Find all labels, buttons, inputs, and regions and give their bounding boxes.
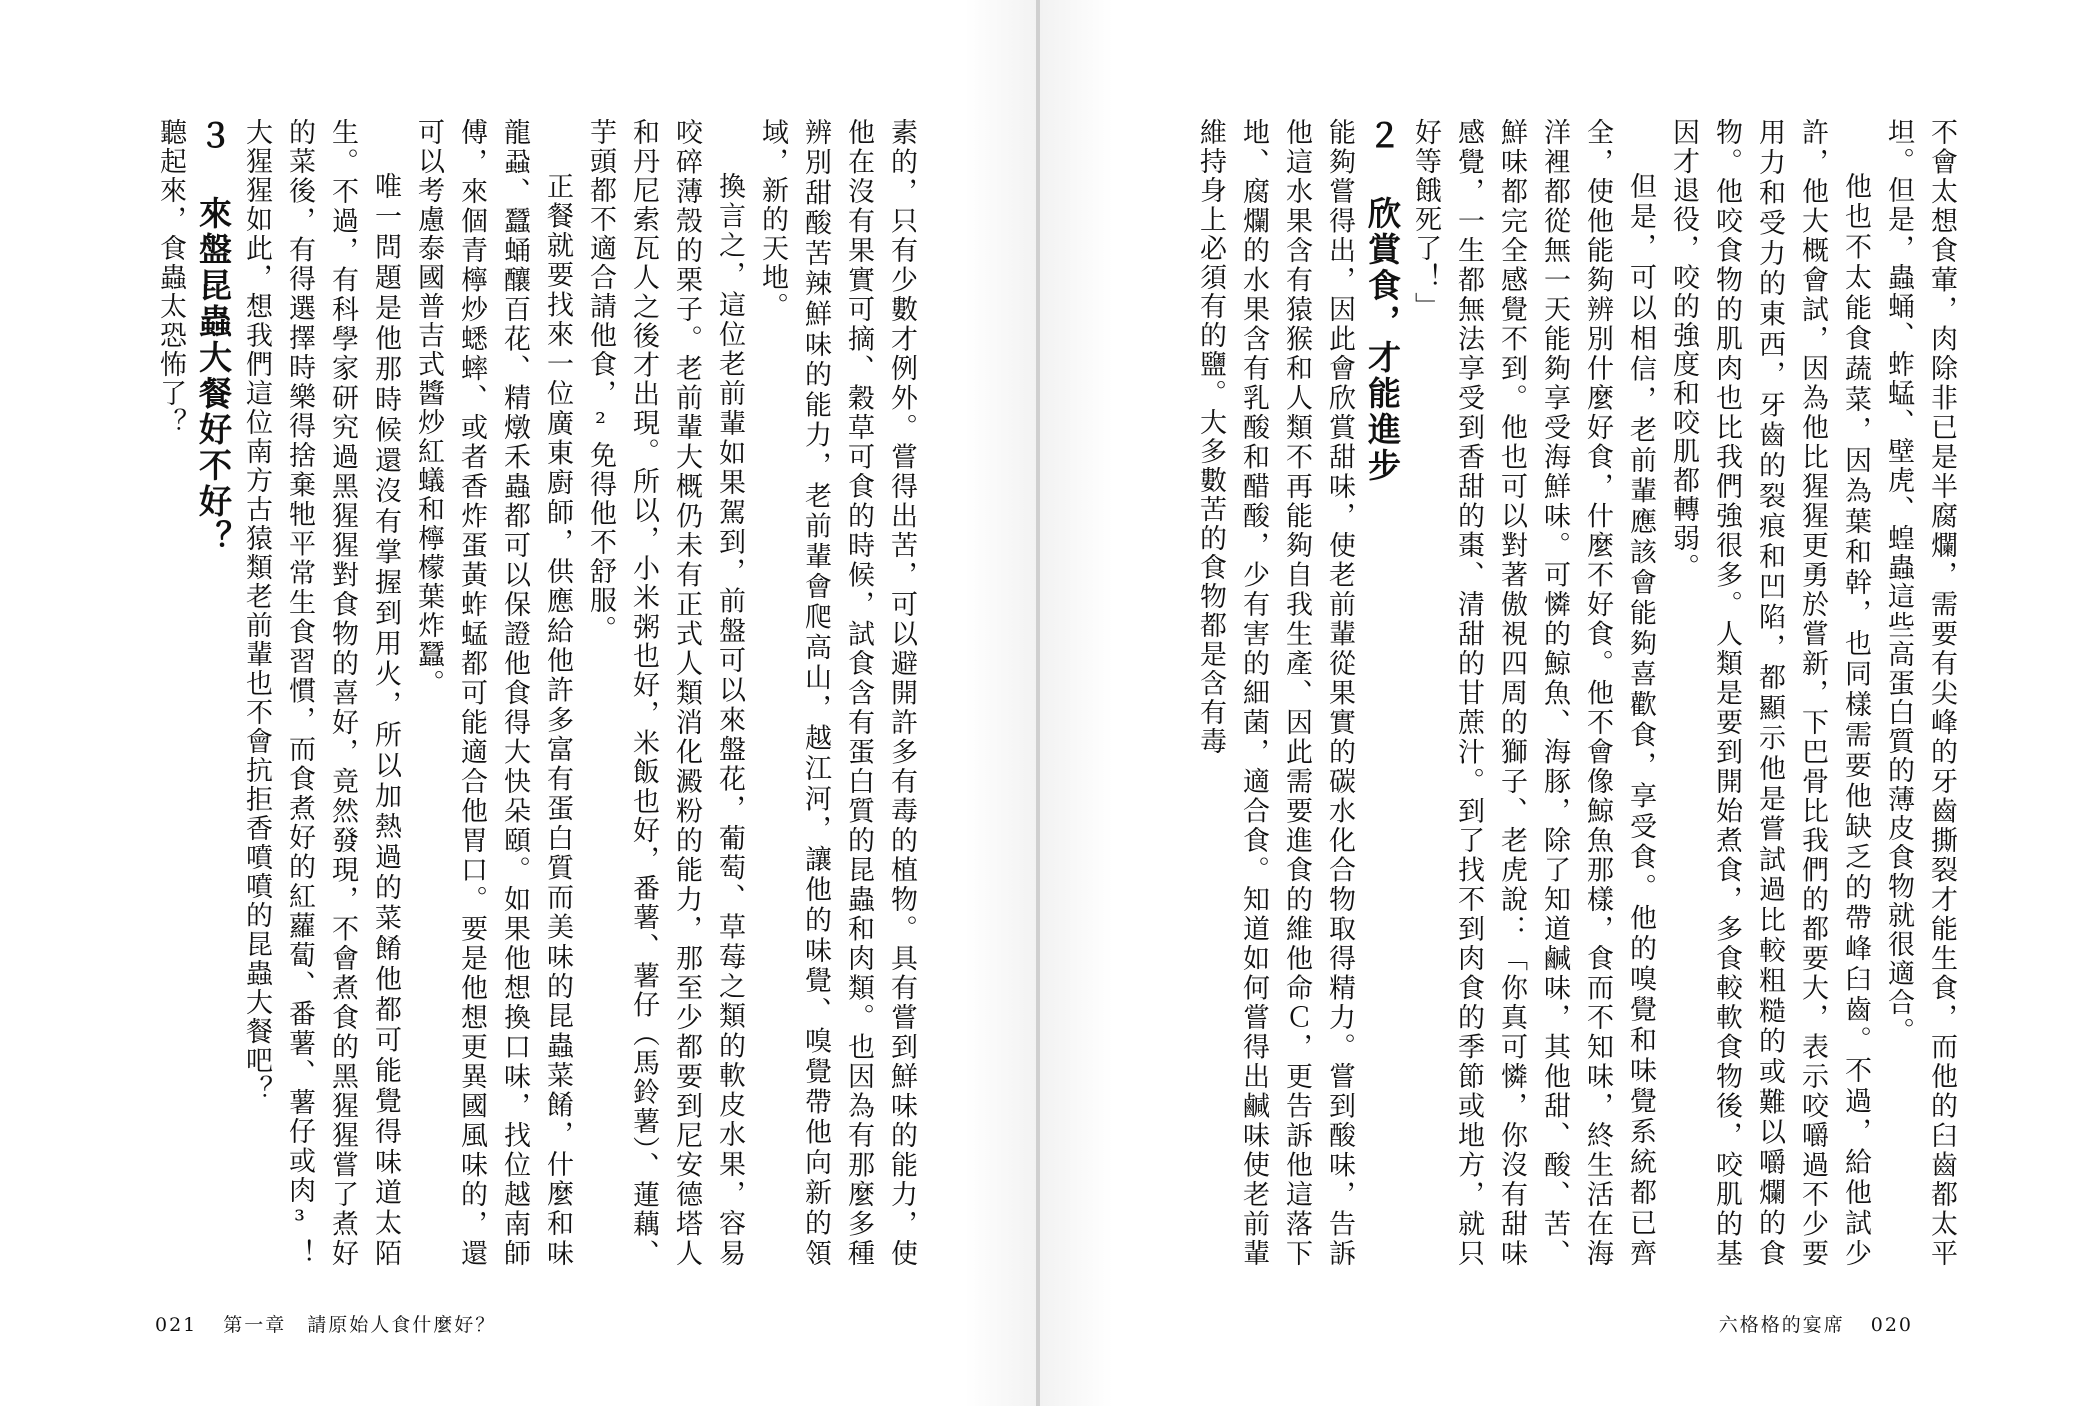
left-page-footer (155, 1310, 522, 1337)
right-page-body (1189, 118, 1963, 1268)
left-page-body (149, 118, 923, 1268)
paragraph: 他也不太能食蔬菜，因為葉和幹，也同樣需要他缺乏的帶峰臼齒。不過，給他試少許，他大概會試，因為他比猩猩更勇於嘗新，下巴骨比我們的都要大，表示咬嚼過不少要用力和受力的東西，牙齒的裂痕和凹陷，都顯示他是嘗試過比較粗糙的或難以嚼爛的食物。他咬食物的肌肉也比我們強很多。人類是要到開始煮食，多食較軟食物後，咬肌的基因才退役，咬的強度和咬肌都轉弱。 (1668, 118, 1871, 1268)
paragraph: 聽起來，食蟲太恐怖了？ (155, 118, 186, 437)
paragraph: 換言之，這位老前輩如果駕到，前盤可以來盤花，葡萄、草莓之類的軟皮水果，容易咬碎薄殼的栗子。老前輩大概仍未有正式人類消化澱粉的能力，那至少都要到尼安德塔人和丹尼索瓦人之後才出現。所以，小米粥也好，米飯也好，番薯、薯仔（馬鈴薯）、蓮藕、芋頭都不適合請他食，²免得他不舒服。 (585, 118, 745, 1268)
right-page-footer (1719, 1310, 1913, 1337)
running-head: 第一章 請原始人食什麼好？ (223, 1314, 497, 1336)
paragraph: 能夠嘗得出，因此會欣賞甜味，使老前輩從果實的碳水化合物取得精力。嘗到酸味，告訴他這水果含有猿猴和人類不再能夠自我生產、因此需要進食的維他命Ｃ，更告訴他這落下地、腐爛的水果含有乳酸和醋酸，少有害的細菌，適合食。知道如何嘗得出鹹味使老前輩維持身上必須有的鹽。大多數苦的食物都是含有毒 (1195, 118, 1355, 1268)
paragraph: 唯一問題是他那時候還沒有掌握到用火，所以加熱過的菜餚他都可能覺得味道太陌生。不過，有科學家研究過黑猩猩對食物的喜好，竟然發現，不會煮食的黑猩猩嘗了煮好的菜後，有得選擇時樂得捨棄牠平常生食習慣，而食煮好的紅蘿蔔、番薯、薯仔或肉³！大猩猩如此，想我們這位南方古猿類老前輩也不會抗拒香噴噴的昆蟲大餐吧？ (241, 118, 401, 1268)
paragraph: 但是，可以相信，老前輩應該會能夠喜歡食，享受食。他的嗅覺和味覺系統都已齊全，使他能夠辨別什麼好食，什麼不好食。他不會像鯨魚那樣，食而不知味，終生活在海洋裡都從無一天能夠享受海鮮味。可憐的鯨魚、海豚，除了知道鹹味，其他甜、酸、苦、鮮味都完全感覺不到。他也可以對著傲視四周的獅子、老虎說：「你真可憐，你沒有甜味感覺，一生都無法享受到香甜的棗、清甜的甘蔗汁。到了找不到肉食的季節或地方，就只好等餓死了！」 (1410, 118, 1656, 1268)
page-number: 020 (1870, 1314, 1913, 1336)
running-head: 六格格的宴席 (1718, 1314, 1845, 1336)
section-heading: ３ 來盤昆蟲大餐好不好？ (194, 118, 233, 556)
paragraph: 不會太想食葷，肉除非已是半腐爛，需要有尖峰的牙齒撕裂才能生食，而他的臼齒都太平坦。但是，蟲蛹、蚱蜢、壁虎、蝗蟲這些高蛋白質的薄皮食物就很適合。 (1883, 118, 1957, 1268)
section-heading: ２ 欣賞食，才能進步 (1363, 118, 1402, 484)
paragraph: 正餐就要找來一位廣東廚師，供應給他許多富有蛋白質而美味的昆蟲菜餚，什麼和味龍蝨、蠶蛹釀百花、精燉禾蟲都可以保證他食得大快朵頤。如果他想換口味，找位越南師傅，來個青檸炒蟋蟀、或者香炸蛋黃蚱蜢都可能適合他胃口。要是他想更異國風味的，還可以考慮泰國普吉式醬炒紅蟻和檸檬葉炸蠶。 (413, 118, 573, 1268)
page-number: 021 (155, 1314, 198, 1336)
left-page (0, 0, 1038, 1406)
right-page (1040, 0, 2078, 1406)
paragraph: 素的，只有少數才例外。嘗得出苦，可以避開許多有毒的植物。具有嘗到鮮味的能力，使他在沒有果實可摘、穀草可食的時候，試食含有蛋白質的昆蟲和肉類。也因為有那麼多種辨別甜酸苦辣鮮味的能力，老前輩會爬高山，越江河，讓他的味覺、嗅覺帶他向新的領域，新的天地。 (757, 118, 917, 1268)
